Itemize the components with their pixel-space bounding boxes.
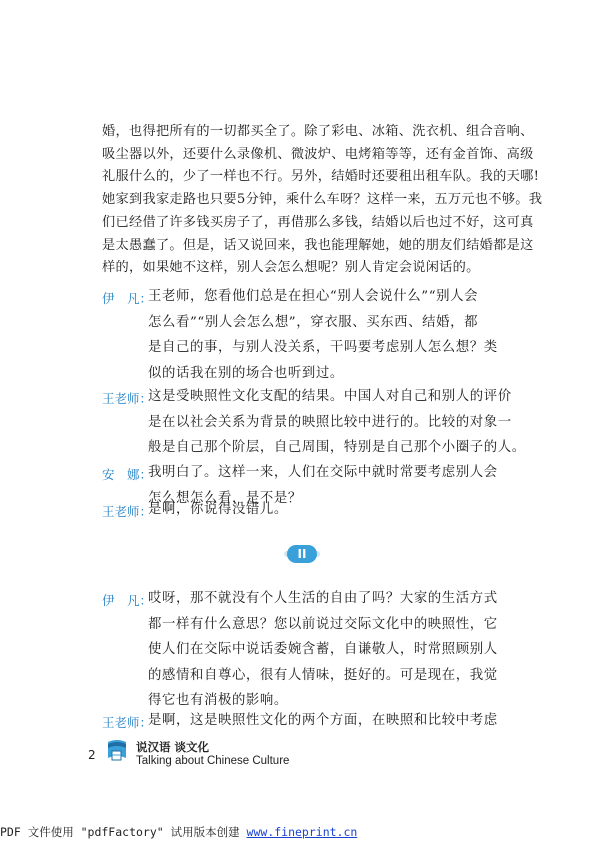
book-title-chinese: 说汉语 谈文化 (136, 740, 210, 754)
speaker-label: 伊 凡： (102, 291, 153, 306)
paragraph-line: 婚，也得把所有的一切都买全了。除了彩电、冰箱、洗衣机、组合音响、 (102, 124, 534, 139)
speech-line: 般是自己那个阶层，自己周围，特别是自己那个小圈子的人。 (148, 440, 526, 455)
book-title-english: Talking about Chinese Culture (136, 755, 290, 767)
speech-line: 是啊，你说得没错儿。 (148, 502, 288, 517)
page-number: 2 (88, 748, 96, 762)
section-marker-badge: II (287, 545, 317, 563)
speech-line: 王老师，您看他们总是在担心“别人会说什么”“别人会 (148, 289, 479, 304)
paragraph-line: 是太愚蠢了。但是，话又说回来，我也能理解她，她的朋友们结婚都是这 (102, 237, 534, 253)
speech-line: 哎呀，那不就没有个人生活的自由了吗？大家的生活方式 (148, 591, 498, 606)
speech-line: 这是受映照性文化支配的结果。中国人对自己和别人的评价 (148, 389, 512, 404)
speech-line: 的感情和自尊心，很有人情味，挺好的。可是现在，我觉 (148, 667, 498, 683)
watermark-text: PDF 文件使用 "pdfFactory" 试用版本创建 (0, 825, 247, 839)
speech-line: 得它也有消极的影响。 (148, 693, 288, 708)
book-logo-icon (106, 738, 128, 762)
speaker-label: 王老师： (102, 715, 153, 730)
narrative-paragraph (102, 121, 543, 280)
speaker-label: 安 娜： (102, 467, 153, 482)
speech-text (148, 708, 508, 734)
speaker-label: 王老师： (102, 391, 153, 406)
speech-text (148, 586, 508, 714)
speaker-label: 王老师： (102, 504, 153, 519)
speech-line: 似的话我在别的场合也听到过。 (148, 365, 344, 381)
speech-line: 是在以社会关系为背景的映照比较中进行的。比较的对象一 (148, 414, 512, 430)
paragraph-line: 们已经借了许多钱买房子了，再借那么多钱，结婚以后也过不好，这可真 (102, 214, 534, 230)
speech-line: 是自己的事，与别人没关系，干吗要考虑别人怎么想？类 (148, 340, 498, 355)
speech-text (148, 284, 508, 386)
speech-text (148, 384, 526, 461)
watermark-link[interactable]: www.fineprint.cn (246, 825, 358, 839)
paragraph-line: 吸尘器以外，还要什么录像机、微波炉、电烤箱等等，还有金首饰、高级 (102, 146, 534, 162)
speech-line: 是啊，这是映照性文化的两个方面，在映照和比较中考虑 (148, 713, 498, 728)
paragraph-line: 样的，如果她不这样，别人会怎么想呢？别人肯定会说闲话的。 (102, 260, 480, 276)
speech-line: 都一样有什么意思？您以前说过交际文化中的映照性，它 (148, 616, 498, 632)
paragraph-line: 礼服什么的，少了一样也不行。另外，结婚时还要租出租车队。我的天哪! (102, 169, 540, 185)
speech-line: 怎么看”“别人会怎么想”，穿衣服、买东西、结婚，都 (148, 314, 479, 330)
paragraph-line: 她家到我家走路也只要5分钟，乘什么车呀？这样一来，五万元也不够。我 (102, 192, 543, 208)
speech-text (148, 497, 508, 523)
speech-line: 我明白了。这样一来，人们在交际中就时常要考虑别人会 (148, 465, 498, 480)
pdf-watermark (0, 824, 600, 840)
speech-line: 怎么想怎么看，是不是？ (148, 490, 302, 506)
speech-line: 使人们在交际中说话委婉含蓄，自谦敬人，时常照顾别人 (148, 642, 498, 657)
page-footer (88, 738, 388, 774)
speaker-label: 伊 凡： (102, 593, 153, 608)
